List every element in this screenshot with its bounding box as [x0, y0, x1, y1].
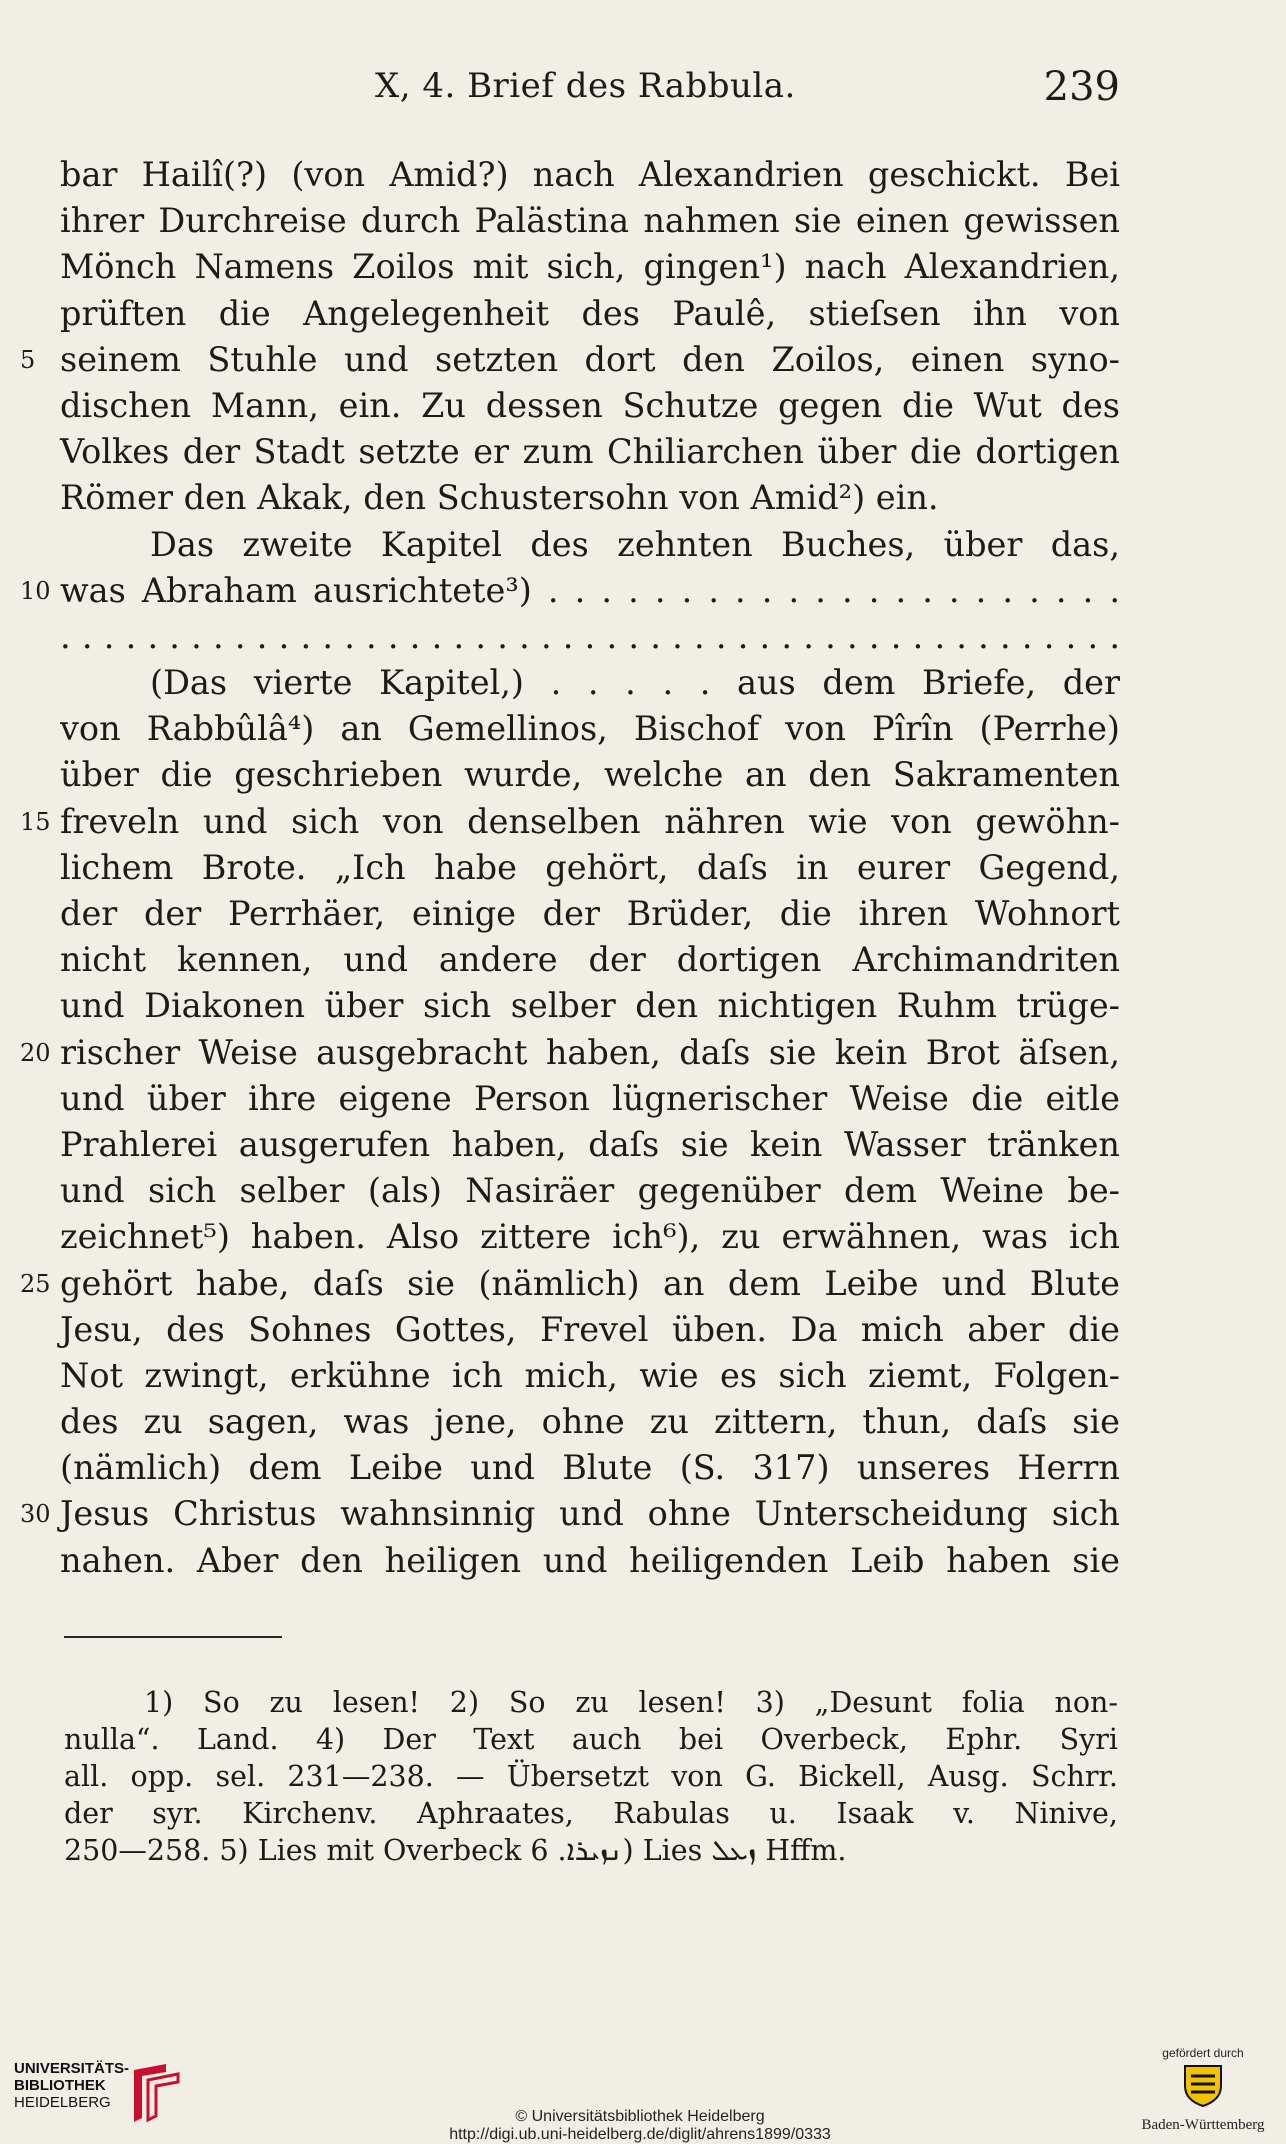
- line-number: 15: [20, 807, 51, 836]
- footnote-line: all. opp. sel. 231—238. — Übersetzt von G. Bickell, Ausg. Schrr.: [64, 1760, 1118, 1793]
- library-name-line1: UNIVERSITÄTS-: [14, 2060, 130, 2077]
- text-line: [60, 1168, 1120, 1214]
- line-text: ihrer Durchreise durch Palästina nahmen sie einen gewissen: [60, 201, 1120, 241]
- line-text: von Rabbûlâ⁴) an Gemellinos, Bischof von Pîrîn (Perrhe): [60, 709, 1120, 749]
- text-line: [60, 1307, 1120, 1353]
- state-name: Baden-Württemberg: [1141, 2117, 1265, 2133]
- footnote-line: der syr. Kirchenv. Aphraates, Rabulas u. Isaak v. Ninive,: [64, 1797, 1118, 1830]
- text-line: [60, 429, 1120, 475]
- line-text: Jesu, des Sohnes Gottes, Frevel üben. Da mich aber die: [60, 1309, 1120, 1349]
- line-text: freveln und sich von denselben nähren wie von gewöhn-: [60, 801, 1120, 841]
- funding-logo: [1128, 2046, 1278, 2134]
- line-text: gehört habe, daſs sie (nämlich) an dem Leibe und Blute: [60, 1263, 1120, 1303]
- text-line: [20, 337, 1120, 383]
- line-text: Mönch Namens Zoilos mit sich, gingen¹) nach Alexandrien,: [60, 247, 1120, 287]
- line-text: zeichnet⁵) haben. Also zittere ich⁶), zu erwähnen, was ich: [60, 1217, 1120, 1257]
- text-line: [20, 1261, 1120, 1307]
- line-number: 10: [20, 576, 51, 605]
- permalink[interactable]: http://digi.ub.uni-heidelberg.de/diglit/ahrens1899/0333: [449, 2126, 831, 2143]
- text-line: [60, 1538, 1120, 1584]
- text-line: [60, 845, 1120, 891]
- line-text: des zu sagen, was jene, ohne zu zittern, thun, daſs sie: [60, 1402, 1120, 1442]
- text-line: [60, 660, 1120, 706]
- line-text: Not zwingt, erkühne ich mich, wie es sich ziemt, Folgen-: [60, 1355, 1120, 1395]
- line-text: Prahlerei ausgerufen haben, daſs sie kein Wasser tränken: [60, 1124, 1120, 1164]
- text-line: [20, 568, 1120, 614]
- line-text: dischen Mann, ein. Zu dessen Schutze gegen die Wut des: [60, 385, 1120, 425]
- digitization-footer: [0, 2040, 1286, 2143]
- text-line: [60, 1076, 1120, 1122]
- funded-by-label: gefördert durch: [1162, 2046, 1244, 2060]
- line-text: und über ihre eigene Person lügnerischer Weise die eitle: [60, 1078, 1120, 1118]
- text-line: [60, 891, 1120, 937]
- text-line: [60, 752, 1120, 798]
- line-text: und Diakonen über sich selber den nichtigen Ruhm trüge-: [60, 986, 1120, 1026]
- text-line: [60, 937, 1120, 983]
- copyright-text: © Universitätsbibliothek Heidelberg: [515, 2108, 765, 2125]
- library-mark-icon: [126, 2060, 186, 2126]
- line-number: 20: [20, 1038, 51, 1067]
- line-text: (Das vierte Kapitel,) . . . . . aus dem Briefe, der: [150, 663, 1120, 703]
- line-number: 5: [20, 345, 36, 374]
- line-text: lichem Brote. „Ich habe gehört, daſs in eurer Gegend,: [60, 847, 1120, 887]
- copyright-notice: [400, 2108, 880, 2144]
- line-text: Das zweite Kapitel des zehnten Buches, über das,: [150, 524, 1120, 564]
- text-line: [20, 1491, 1120, 1537]
- text-line: [60, 291, 1120, 337]
- text-line: [60, 383, 1120, 429]
- text-line: [60, 706, 1120, 752]
- text-line: [60, 152, 1120, 198]
- library-name-line2: BIBLIOTHEK: [14, 2077, 106, 2094]
- text-line: [20, 799, 1120, 845]
- text-line: [60, 983, 1120, 1029]
- line-text: seinem Stuhle und setzten dort den Zoilos, einen syno-: [60, 339, 1120, 379]
- line-text: prüften die Angelegenheit des Paulê, stieſsen ihn von: [60, 293, 1120, 333]
- line-text: bar Hailî(?) (von Amid?) nach Alexandrien geschickt. Bei: [60, 155, 1120, 194]
- line-text: rischer Weise ausgebracht haben, daſs sie kein Brot äſsen,: [60, 1032, 1120, 1072]
- text-line: [60, 614, 1120, 660]
- line-text: der der Perrhäer, einige der Brüder, die ihren Wohnort: [60, 894, 1120, 933]
- text-line: [60, 244, 1120, 290]
- line-text: Jesus Christus wahnsinnig und ohne Unterscheidung sich: [60, 1494, 1120, 1534]
- line-text: (nämlich) dem Leibe und Blute (S. 317) unseres Herrn: [60, 1448, 1120, 1488]
- page-number: 239: [1043, 64, 1120, 110]
- footnote-line: nulla“. Land. 4) Der Text auch bei Overbeck, Ephr. Syri: [64, 1723, 1118, 1756]
- footnote-line: 1) So zu lesen! 2) So zu lesen! 3) „Desunt folia non-: [144, 1686, 1118, 1719]
- line-text: Volkes der Stadt setzte er zum Chiliarchen über die dortigen: [60, 432, 1120, 472]
- running-title: X, 4. Brief des Rabbula.: [375, 66, 796, 106]
- text-line: [60, 522, 1120, 568]
- text-line: [60, 1353, 1120, 1399]
- text-line: [60, 198, 1120, 244]
- text-line: [60, 1445, 1120, 1491]
- text-line: [20, 1030, 1120, 1076]
- text-line: [60, 1122, 1120, 1168]
- line-text: . . . . . . . . . . . . . . . . . . . . . . . . . . . . . . . . . . . . . . . . . . . . . . . . .: [60, 616, 1120, 656]
- footnotes: [64, 1684, 1118, 1869]
- library-logo: [14, 2060, 184, 2130]
- footnote-rule: [64, 1636, 282, 1638]
- line-number: 30: [20, 1500, 51, 1529]
- line-text: nicht kennen, und andere der dortigen Archimandriten: [60, 940, 1120, 980]
- text-line: [60, 475, 1120, 521]
- coat-of-arms-icon: [1181, 2060, 1225, 2108]
- line-text: was Abraham ausrichtete³) . . . . . . . . . . . . . . . . . . . . . .: [60, 570, 1120, 610]
- text-line: [60, 1214, 1120, 1260]
- running-header: [60, 66, 1120, 116]
- library-name-line3: HEIDELBERG: [14, 2094, 111, 2111]
- line-text: über die geschrieben wurde, welche an den Sakramenten: [60, 755, 1120, 795]
- line-number: 25: [20, 1269, 51, 1298]
- line-text: und sich selber (als) Nasiräer gegenüber dem Weine be-: [60, 1171, 1120, 1211]
- footnote-line: 250—258. 5) Lies mit Overbeck ܢܙܝܪܐ. 6) Lies ܙܥܠ Hffm.: [64, 1834, 847, 1867]
- line-text: nahen. Aber den heiligen und heiligenden Leib haben sie: [60, 1540, 1120, 1580]
- line-text: Römer den Akak, den Schustersohn von Amid²) ein.: [60, 478, 939, 518]
- main-text: [20, 152, 1120, 1584]
- text-line: [60, 1399, 1120, 1445]
